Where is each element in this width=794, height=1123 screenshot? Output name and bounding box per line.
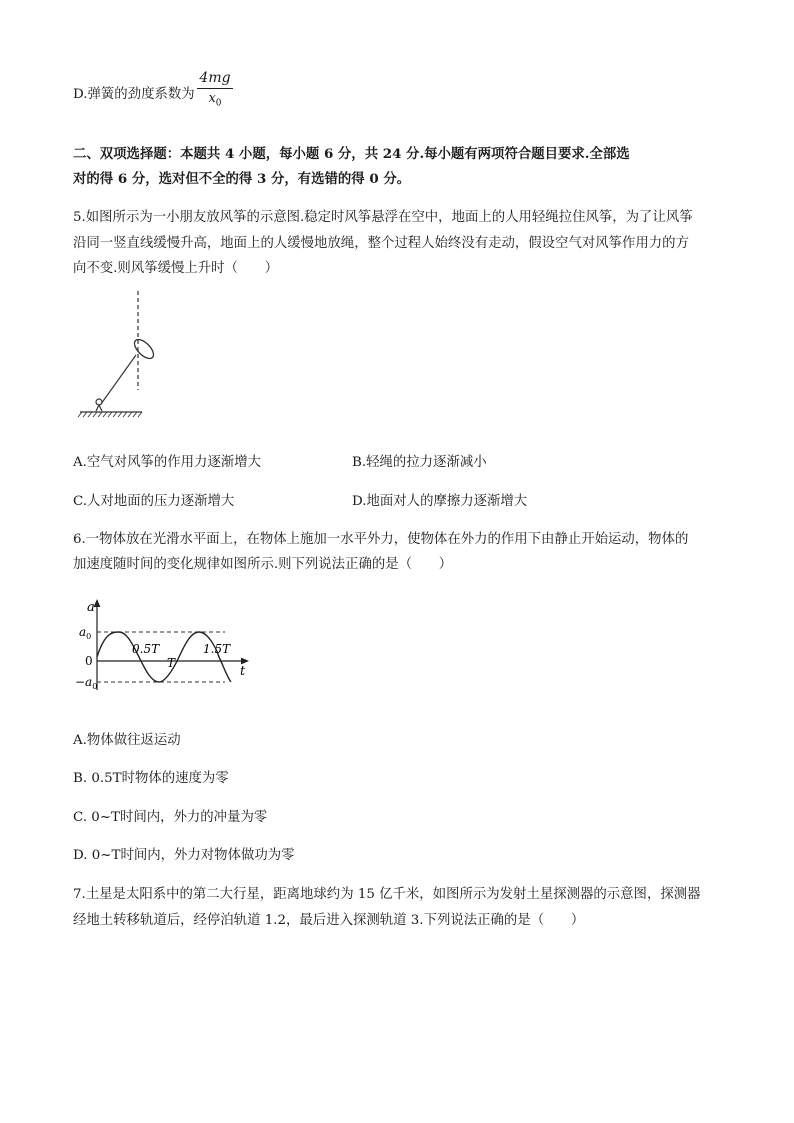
q6-option-b: B. 0.5T时物体的速度为零	[73, 771, 229, 786]
tick-one-half-t: 1.5T	[203, 642, 231, 656]
tick-t: T	[167, 656, 176, 670]
fraction-bar	[197, 88, 233, 89]
q5-line3: 向不变.则风筝缓慢上升时（ ）	[73, 261, 279, 276]
q5-line2: 沿同一竖直线缓慢升高，地面上的人缓慢地放绳，整个过程人始终没有走动，假设空气对风筝作用力的方	[73, 236, 689, 251]
a0-label: $a_0$	[79, 625, 92, 641]
section2-line2: 对的得 6 分，选对但不全的得 3 分，有选错的得 0 分。	[73, 171, 411, 187]
q5-option-d: D.地面对人的摩擦力逐渐增大	[352, 494, 528, 509]
neg-a0-label: $-a_0$	[75, 675, 98, 691]
q5-option-a: A.空气对风筝的作用力逐渐增大	[73, 455, 262, 470]
section2-line1: 二、双项选择题：本题共 4 小题，每小题 6 分，共 24 分.每小题有两项符合题目要求.全部选	[73, 146, 630, 162]
a-axis-label: a	[87, 600, 95, 615]
acceleration-time-graph	[75, 595, 255, 695]
kite-shape	[131, 336, 156, 361]
fraction-denominator: $x_0$	[208, 91, 222, 109]
q7-line2: 经地土转移轨道后，经停泊轨道 1.2，最后进入探测轨道 3.下列说法正确的是（ ）	[73, 913, 585, 928]
q5-option-c: C.人对地面的压力逐渐增大	[73, 494, 235, 509]
kite-diagram	[70, 285, 180, 435]
q4-option-d-text: D.弹簧的劲度系数为	[73, 87, 195, 102]
q6-option-a: A.物体做往返运动	[73, 733, 181, 748]
t-axis-label: t	[240, 664, 246, 679]
tick-half-t: 0.5T	[132, 642, 160, 656]
fraction-numerator: 4mg	[199, 70, 231, 86]
q6-line2: 加速度随时间的变化规律如图所示.则下列说法正确的是（ ）	[73, 557, 453, 572]
q6-line1: 6.一物体放在光滑水平面上，在物体上施加一水平外力，使物体在外力的作用下由静止开始运动，物体的	[73, 532, 689, 547]
q7-line1: 7.土星是太阳系中的第二大行星，距离地球约为 15 亿千米，如图所示为发射土星探测器的示意图，探测器	[73, 887, 701, 902]
q5-line1: 5.如图所示为一小朋友放风筝的示意图.稳定时风筝悬浮在空中，地面上的人用轻绳拉住风筝，为了让风筝	[73, 210, 693, 225]
q6-option-d: D. 0~T时间内，外力对物体做功为零	[73, 848, 295, 863]
q4-option-d	[73, 83, 195, 102]
origin-label: 0	[85, 654, 93, 668]
acceleration-curve	[97, 632, 231, 682]
q6-option-c: C. 0~T时间内，外力的冲量为零	[73, 810, 268, 825]
kite-string	[101, 355, 136, 404]
spring-constant-fraction	[197, 70, 233, 112]
q5-option-b: B.轻绳的拉力逐渐减小	[352, 455, 487, 470]
